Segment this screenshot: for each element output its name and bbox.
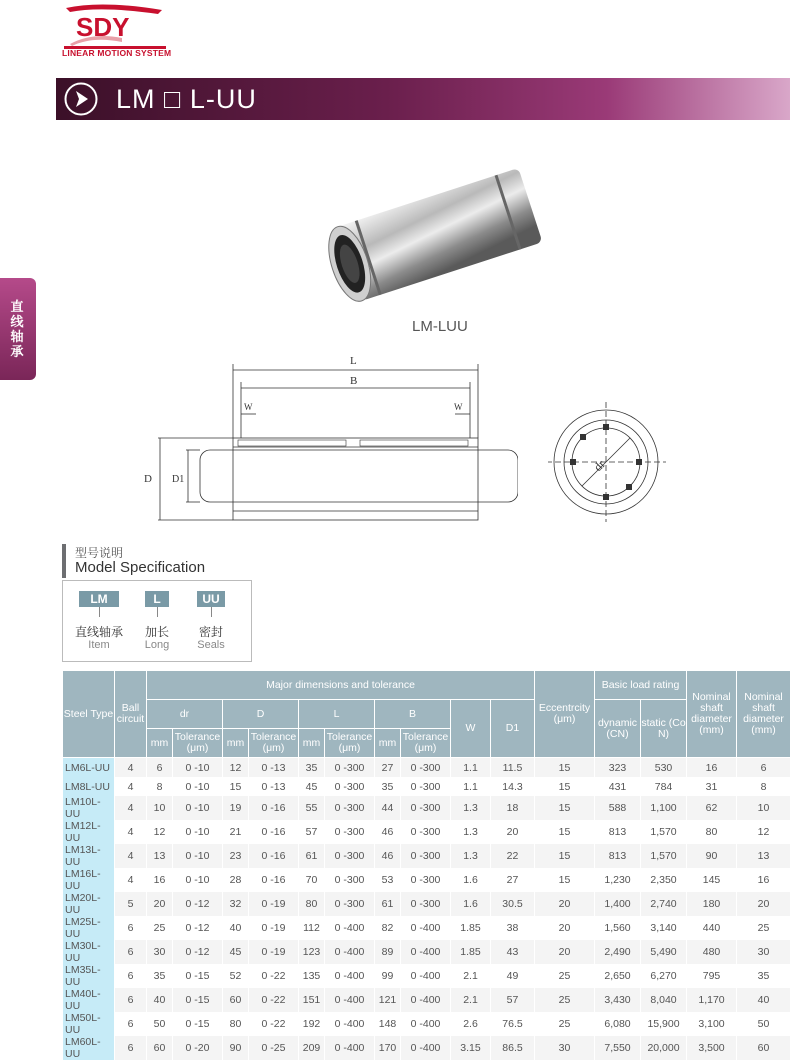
- table-cell: 209: [299, 1036, 325, 1060]
- header-D1: D1: [491, 700, 535, 758]
- table-cell: 7,550: [595, 1036, 641, 1060]
- side-view-drawing: [138, 348, 518, 538]
- table-cell: 2,490: [595, 940, 641, 964]
- table-cell: 1,100: [641, 796, 687, 820]
- table-cell: 80: [223, 1012, 249, 1036]
- table-cell: 0 -400: [325, 964, 375, 988]
- table-cell: 0 -400: [401, 1036, 451, 1060]
- header-nominal-shaft-2: Nominal shaft diameter (mm): [737, 671, 791, 758]
- table-cell: 45: [223, 940, 249, 964]
- spec-en-item: Item: [67, 639, 131, 651]
- table-cell: 0 -19: [249, 892, 299, 916]
- table-cell: 0 -300: [325, 892, 375, 916]
- table-cell: 5,490: [641, 940, 687, 964]
- table-cell: 30: [535, 1036, 595, 1060]
- table-cell: 1,230: [595, 868, 641, 892]
- steel-type-cell: LM35L-UU: [63, 964, 115, 988]
- table-cell: 0 -22: [249, 988, 299, 1012]
- table-cell: 45: [299, 777, 325, 796]
- spec-title-en: Model Specification: [75, 559, 205, 576]
- table-cell: 50: [737, 1012, 791, 1036]
- table-cell: 431: [595, 777, 641, 796]
- table-cell: 440: [687, 916, 737, 940]
- header-D: D: [223, 700, 299, 729]
- table-cell: 0 -16: [249, 796, 299, 820]
- table-cell: 57: [299, 820, 325, 844]
- table-cell: 0 -10: [173, 777, 223, 796]
- table-cell: 20: [147, 892, 173, 916]
- table-cell: 2.6: [451, 1012, 491, 1036]
- table-cell: 795: [687, 964, 737, 988]
- table-cell: 18: [491, 796, 535, 820]
- side-tab-label: 直线轴承: [6, 300, 28, 360]
- table-cell: 6: [147, 758, 173, 778]
- table-cell: 20: [535, 892, 595, 916]
- header-ball-circuit: Ball circuit: [115, 671, 147, 758]
- table-cell: 20,000: [641, 1036, 687, 1060]
- table-cell: 0 -10: [173, 796, 223, 820]
- table-cell: 0 -300: [325, 777, 375, 796]
- dim-label-D: D: [144, 473, 152, 485]
- table-cell: 25: [535, 964, 595, 988]
- table-cell: 55: [299, 796, 325, 820]
- dim-label-W-right: W: [454, 402, 463, 412]
- header-B-tol: Tolerance (μm): [401, 729, 451, 758]
- table-cell: 0 -300: [325, 796, 375, 820]
- table-cell: 6: [115, 916, 147, 940]
- table-cell: 35: [737, 964, 791, 988]
- table-cell: 0 -400: [401, 1012, 451, 1036]
- table-cell: 31: [687, 777, 737, 796]
- table-cell: 46: [375, 820, 401, 844]
- table-cell: 1.3: [451, 820, 491, 844]
- table-cell: 30: [737, 940, 791, 964]
- steel-type-cell: LM12L-UU: [63, 820, 115, 844]
- table-cell: 40: [223, 916, 249, 940]
- table-row: [63, 916, 791, 940]
- table-row: [63, 1036, 791, 1060]
- table-cell: 49: [491, 964, 535, 988]
- header-B: B: [375, 700, 451, 729]
- table-cell: 1.85: [451, 916, 491, 940]
- table-cell: 13: [147, 844, 173, 868]
- table-cell: 180: [687, 892, 737, 916]
- table-cell: 6: [115, 1012, 147, 1036]
- table-cell: 135: [299, 964, 325, 988]
- table-cell: 57: [491, 988, 535, 1012]
- table-cell: 6: [115, 940, 147, 964]
- table-cell: 112: [299, 916, 325, 940]
- spec-en-seals: Seals: [187, 639, 235, 651]
- spec-title-cn: 型号说明: [75, 544, 123, 561]
- table-cell: 1.6: [451, 868, 491, 892]
- table-cell: 86.5: [491, 1036, 535, 1060]
- table-cell: 80: [299, 892, 325, 916]
- table-cell: 61: [299, 844, 325, 868]
- table-cell: 0 -400: [401, 964, 451, 988]
- steel-type-cell: LM50L-UU: [63, 1012, 115, 1036]
- table-cell: 0 -400: [325, 988, 375, 1012]
- table-cell: 25: [147, 916, 173, 940]
- table-cell: 1.3: [451, 796, 491, 820]
- table-cell: 8,040: [641, 988, 687, 1012]
- table-cell: 0 -400: [401, 916, 451, 940]
- table-cell: 1,570: [641, 844, 687, 868]
- table-cell: 60: [147, 1036, 173, 1060]
- play-arrow-icon: [64, 82, 98, 116]
- dim-label-L: L: [350, 355, 357, 367]
- header-D-tol: Tolerance (μm): [249, 729, 299, 758]
- table-cell: 588: [595, 796, 641, 820]
- table-cell: 16: [737, 868, 791, 892]
- table-cell: 60: [223, 988, 249, 1012]
- table-cell: 4: [115, 868, 147, 892]
- steel-type-cell: LM40L-UU: [63, 988, 115, 1012]
- spec-connector: [157, 607, 158, 617]
- table-cell: 2.1: [451, 988, 491, 1012]
- table-cell: 0 -400: [325, 1012, 375, 1036]
- table-cell: 0 -19: [249, 940, 299, 964]
- steel-type-cell: LM16L-UU: [63, 868, 115, 892]
- header-nominal-shaft-1: Nominal shaft diameter (mm): [687, 671, 737, 758]
- table-cell: 0 -22: [249, 1012, 299, 1036]
- table-cell: 8: [737, 777, 791, 796]
- table-cell: 0 -300: [325, 758, 375, 778]
- table-cell: 0 -15: [173, 1012, 223, 1036]
- table-cell: 1,170: [687, 988, 737, 1012]
- table-row: [63, 964, 791, 988]
- table-cell: 80: [687, 820, 737, 844]
- table-cell: 15,900: [641, 1012, 687, 1036]
- table-cell: 123: [299, 940, 325, 964]
- table-cell: 89: [375, 940, 401, 964]
- table-cell: 76.5: [491, 1012, 535, 1036]
- header-L-tol: Tolerance (μm): [325, 729, 375, 758]
- table-cell: 15: [223, 777, 249, 796]
- table-cell: 121: [375, 988, 401, 1012]
- table-row: [63, 820, 791, 844]
- table-cell: 1.3: [451, 844, 491, 868]
- table-cell: 6,080: [595, 1012, 641, 1036]
- table-cell: 0 -300: [401, 892, 451, 916]
- table-cell: 0 -10: [173, 868, 223, 892]
- table-cell: 0 -13: [249, 758, 299, 778]
- product-caption: LM-LUU: [412, 318, 468, 335]
- table-cell: 50: [147, 1012, 173, 1036]
- table-cell: 62: [687, 796, 737, 820]
- table-cell: 53: [375, 868, 401, 892]
- table-cell: 1,400: [595, 892, 641, 916]
- table-cell: 1.85: [451, 940, 491, 964]
- table-cell: 90: [223, 1036, 249, 1060]
- table-cell: 35: [375, 777, 401, 796]
- table-cell: 16: [147, 868, 173, 892]
- table-cell: 44: [375, 796, 401, 820]
- table-cell: 2,350: [641, 868, 687, 892]
- header-dr: dr: [147, 700, 223, 729]
- table-cell: 25: [535, 1012, 595, 1036]
- table-cell: 0 -19: [249, 916, 299, 940]
- table-cell: 0 -10: [173, 758, 223, 778]
- table-cell: 0 -300: [325, 844, 375, 868]
- table-cell: 4: [115, 844, 147, 868]
- page-title: LM □ L-UU: [116, 84, 257, 115]
- table-cell: 0 -16: [249, 868, 299, 892]
- table-cell: 30.5: [491, 892, 535, 916]
- header-major-dimensions: Major dimensions and tolerance: [147, 671, 535, 700]
- spec-cn-item: 直线轴承: [67, 623, 131, 640]
- table-cell: 0 -15: [173, 988, 223, 1012]
- steel-type-cell: LM20L-UU: [63, 892, 115, 916]
- table-cell: 0 -22: [249, 964, 299, 988]
- header-basic-load: Basic load rating: [595, 671, 687, 700]
- table-cell: 148: [375, 1012, 401, 1036]
- table-cell: 20: [491, 820, 535, 844]
- table-cell: 0 -400: [401, 988, 451, 1012]
- steel-type-cell: LM13L-UU: [63, 844, 115, 868]
- table-cell: 0 -25: [249, 1036, 299, 1060]
- table-cell: 192: [299, 1012, 325, 1036]
- steel-type-cell: LM6L-UU: [63, 758, 115, 778]
- spec-table-wrap: [62, 670, 790, 1060]
- table-cell: 0 -13: [249, 777, 299, 796]
- table-cell: 25: [535, 988, 595, 1012]
- table-cell: 14.3: [491, 777, 535, 796]
- table-cell: 20: [737, 892, 791, 916]
- steel-type-cell: LM60L-UU: [63, 1036, 115, 1060]
- table-cell: 1.6: [451, 892, 491, 916]
- header-dynamic: dynamic (CN): [595, 700, 641, 758]
- table-cell: 3,500: [687, 1036, 737, 1060]
- table-cell: 12: [737, 820, 791, 844]
- table-cell: 0 -400: [325, 940, 375, 964]
- table-cell: 6: [115, 964, 147, 988]
- table-cell: 15: [535, 796, 595, 820]
- header-B-mm: mm: [375, 729, 401, 758]
- table-cell: 4: [115, 796, 147, 820]
- table-cell: 6,270: [641, 964, 687, 988]
- table-cell: 151: [299, 988, 325, 1012]
- table-cell: 70: [299, 868, 325, 892]
- table-cell: 43: [491, 940, 535, 964]
- steel-type-cell: LM8L-UU: [63, 777, 115, 796]
- dim-label-dr: dr: [591, 457, 608, 474]
- table-cell: 813: [595, 820, 641, 844]
- table-cell: 0 -20: [173, 1036, 223, 1060]
- table-cell: 25: [737, 916, 791, 940]
- dim-label-D1: D1: [172, 474, 184, 485]
- table-cell: 61: [375, 892, 401, 916]
- bearing-product-image: [305, 145, 565, 325]
- header-L: L: [299, 700, 375, 729]
- spec-cn-seals: 密封: [187, 623, 235, 640]
- table-row: [63, 988, 791, 1012]
- table-cell: 1,560: [595, 916, 641, 940]
- table-row: [63, 844, 791, 868]
- table-row: [63, 940, 791, 964]
- spec-code-seals: UU: [197, 591, 225, 607]
- table-cell: 1.1: [451, 777, 491, 796]
- table-cell: 2,740: [641, 892, 687, 916]
- table-cell: 0 -400: [325, 1036, 375, 1060]
- table-cell: 35: [299, 758, 325, 778]
- table-cell: 4: [115, 820, 147, 844]
- table-cell: 784: [641, 777, 687, 796]
- dim-label-W-left: W: [244, 402, 253, 412]
- table-cell: 0 -300: [325, 820, 375, 844]
- table-cell: 0 -400: [325, 916, 375, 940]
- table-row: [63, 777, 791, 796]
- dim-label-B: B: [350, 375, 357, 387]
- table-cell: 480: [687, 940, 737, 964]
- table-cell: 0 -300: [401, 777, 451, 796]
- table-cell: 30: [147, 940, 173, 964]
- table-cell: 6: [115, 988, 147, 1012]
- header-eccentricity: Eccentrcity (μm): [535, 671, 595, 758]
- spec-code-item: LM: [79, 591, 119, 607]
- table-cell: 0 -12: [173, 892, 223, 916]
- table-cell: 0 -15: [173, 964, 223, 988]
- table-cell: 1.1: [451, 758, 491, 778]
- table-cell: 530: [641, 758, 687, 778]
- table-cell: 0 -300: [325, 868, 375, 892]
- table-cell: 170: [375, 1036, 401, 1060]
- table-cell: 32: [223, 892, 249, 916]
- table-cell: 15: [535, 758, 595, 778]
- table-row: [63, 892, 791, 916]
- table-cell: 0 -300: [401, 758, 451, 778]
- header-dr-tol: Tolerance (μm): [173, 729, 223, 758]
- header-L-mm: mm: [299, 729, 325, 758]
- table-cell: 4: [115, 758, 147, 778]
- table-row: [63, 868, 791, 892]
- spec-en-long: Long: [133, 639, 181, 651]
- header-dr-mm: mm: [147, 729, 173, 758]
- table-cell: 1,570: [641, 820, 687, 844]
- table-cell: 0 -10: [173, 844, 223, 868]
- table-cell: 12: [223, 758, 249, 778]
- logo-wordmark: SDY: [76, 12, 129, 42]
- table-cell: 40: [737, 988, 791, 1012]
- table-cell: 23: [223, 844, 249, 868]
- table-cell: 60: [737, 1036, 791, 1060]
- table-cell: 82: [375, 916, 401, 940]
- table-cell: 0 -16: [249, 844, 299, 868]
- table-cell: 2.1: [451, 964, 491, 988]
- table-cell: 15: [535, 844, 595, 868]
- spec-table: [62, 670, 791, 1060]
- table-cell: 5: [115, 892, 147, 916]
- table-cell: 3.15: [451, 1036, 491, 1060]
- table-cell: 0 -12: [173, 940, 223, 964]
- table-cell: 20: [535, 940, 595, 964]
- table-cell: 6: [115, 1036, 147, 1060]
- table-cell: 99: [375, 964, 401, 988]
- spec-cn-long: 加长: [133, 623, 181, 640]
- table-cell: 0 -16: [249, 820, 299, 844]
- table-cell: 40: [147, 988, 173, 1012]
- table-cell: 0 -300: [401, 868, 451, 892]
- spec-table-body: [63, 758, 791, 1060]
- table-cell: 90: [687, 844, 737, 868]
- table-cell: 813: [595, 844, 641, 868]
- table-cell: 22: [491, 844, 535, 868]
- table-cell: 12: [147, 820, 173, 844]
- table-cell: 27: [375, 758, 401, 778]
- table-cell: 20: [535, 916, 595, 940]
- table-cell: 0 -300: [401, 820, 451, 844]
- table-cell: 16: [687, 758, 737, 778]
- table-cell: 13: [737, 844, 791, 868]
- header-steel-type: Steel Type: [63, 671, 115, 758]
- table-cell: 0 -300: [401, 844, 451, 868]
- table-cell: 4: [115, 777, 147, 796]
- table-cell: 15: [535, 820, 595, 844]
- steel-type-cell: LM10L-UU: [63, 796, 115, 820]
- table-cell: 0 -12: [173, 916, 223, 940]
- spec-code-long: L: [145, 591, 169, 607]
- table-cell: 145: [687, 868, 737, 892]
- table-cell: 8: [147, 777, 173, 796]
- table-cell: 10: [147, 796, 173, 820]
- table-cell: 15: [535, 777, 595, 796]
- table-cell: 10: [737, 796, 791, 820]
- table-cell: 21: [223, 820, 249, 844]
- steel-type-cell: LM30L-UU: [63, 940, 115, 964]
- header-D-mm: mm: [223, 729, 249, 758]
- table-cell: 323: [595, 758, 641, 778]
- spec-accent-bar: [62, 544, 66, 578]
- table-cell: 0 -400: [401, 940, 451, 964]
- end-view-drawing: [548, 402, 668, 522]
- table-cell: 0 -10: [173, 820, 223, 844]
- brand-tagline: LINEAR MOTION SYSTEM: [62, 48, 171, 58]
- table-row: [63, 1012, 791, 1036]
- table-cell: 6: [737, 758, 791, 778]
- table-cell: 35: [147, 964, 173, 988]
- table-cell: 15: [535, 868, 595, 892]
- table-cell: 19: [223, 796, 249, 820]
- model-spec-box: [62, 580, 252, 662]
- table-row: [63, 758, 791, 778]
- table-cell: 2,650: [595, 964, 641, 988]
- spec-connector: [99, 607, 100, 617]
- steel-type-cell: LM25L-UU: [63, 916, 115, 940]
- table-cell: 3,140: [641, 916, 687, 940]
- table-cell: 38: [491, 916, 535, 940]
- table-cell: 46: [375, 844, 401, 868]
- table-cell: 11.5: [491, 758, 535, 778]
- table-cell: 28: [223, 868, 249, 892]
- spec-connector: [211, 607, 212, 617]
- table-cell: 52: [223, 964, 249, 988]
- table-cell: 3,100: [687, 1012, 737, 1036]
- header-static: static (Co N): [641, 700, 687, 758]
- table-cell: 3,430: [595, 988, 641, 1012]
- table-cell: 27: [491, 868, 535, 892]
- table-cell: 0 -300: [401, 796, 451, 820]
- table-row: [63, 796, 791, 820]
- header-W: W: [451, 700, 491, 758]
